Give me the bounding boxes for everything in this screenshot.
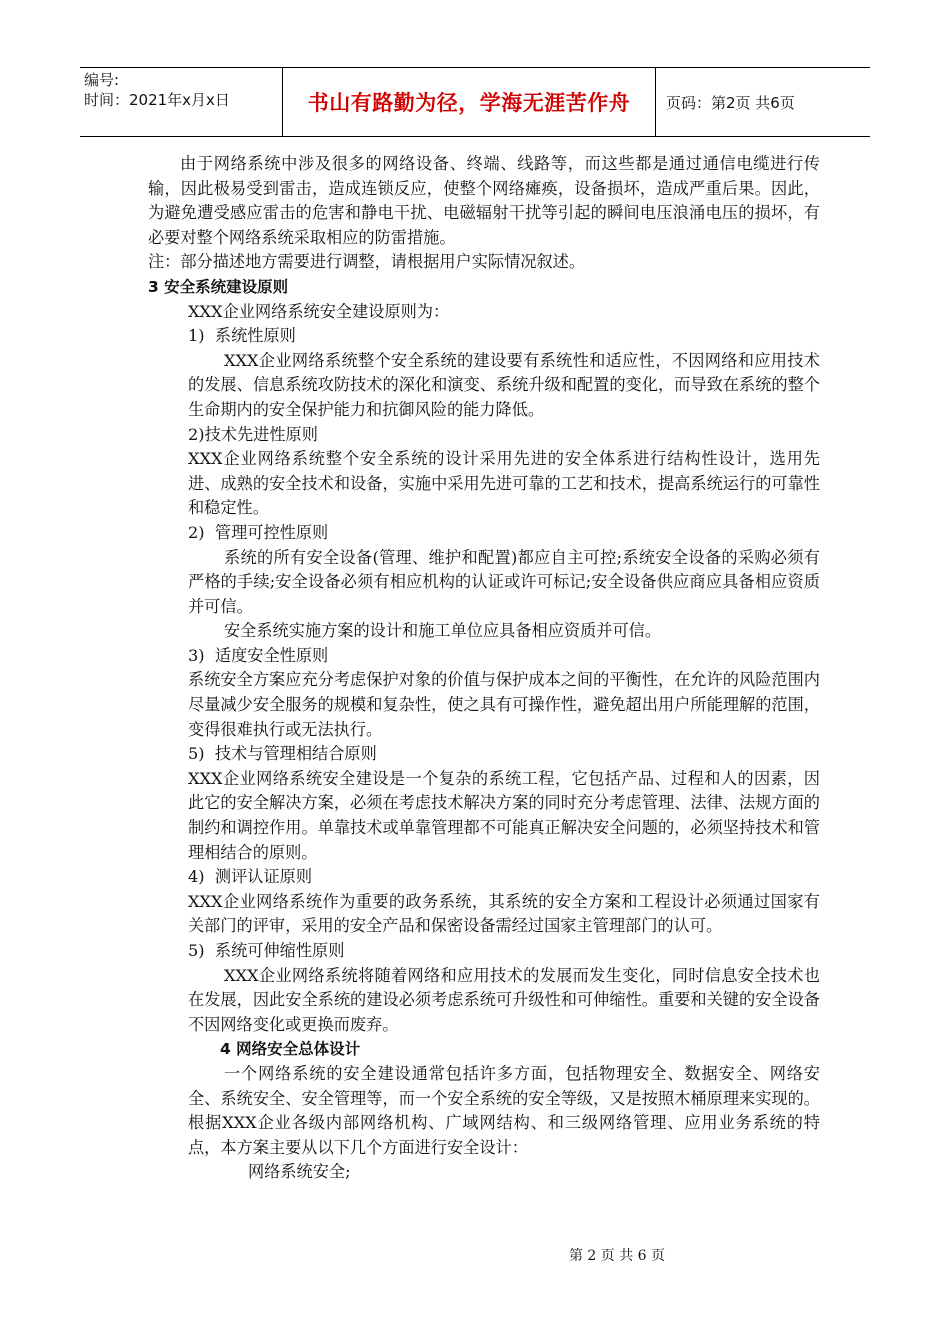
principle-6-title: 4) 测评认证原则 bbox=[188, 867, 313, 887]
page-footer: 第 2 页 共 6 页 bbox=[568, 1248, 666, 1264]
section-4-text: 一个网络系统的安全建设通常包括许多方面，包括物理安全、数据安全、网络安全、系统安全、安全管理等，而一个安全系统的安全等级，又是按照木桶原理来实现的。根据XXX企业各级内部网络机构、广域网结构、和三级网络管理、应用业务系统的特点，本方案主要从以下几个方面进行安全设计： bbox=[188, 1063, 820, 1157]
page-header bbox=[80, 67, 870, 137]
principle-4-title: 3) 适度安全性原则 bbox=[188, 645, 329, 665]
section-3-lead: XXX企业网络系统安全建设原则为： bbox=[188, 301, 450, 321]
header-motto: 书山有路勤为径，学海无涯苦作舟 bbox=[283, 68, 656, 136]
principle-1-title: 1) 系统性原则 bbox=[188, 326, 296, 346]
header-meta bbox=[80, 68, 283, 136]
header-page-info: 页码：第2页 共6页 bbox=[666, 93, 795, 112]
principle-3-text-2: 安全系统实施方案的设计和施工单位应具备相应资质并可信。 bbox=[224, 621, 662, 641]
note-paragraph: 注：部分描述地方需要进行调整，请根据用户实际情况叙述。 bbox=[148, 252, 586, 272]
principle-4-text: 系统安全方案应充分考虑保护对象的价值与保护成本之间的平衡性，在允许的风险范围内尽量减少安全服务的规模和复杂性，使之具有可操作性，避免超出用户所能理解的范围，变得很难执行或无法执行。 bbox=[188, 670, 820, 739]
principle-5-title: 5) 技术与管理相结合原则 bbox=[188, 744, 377, 764]
principle-3-text: 系统的所有安全设备(管理、维护和配置)都应自主可控;系统安全设备的采购必须有严格的手续;安全设备必须有相应机构的认证或许可标记;安全设备供应商应具备相应资质并可信。 bbox=[188, 547, 820, 616]
document-body bbox=[148, 152, 820, 1185]
list-item: 网络系统安全; bbox=[248, 1162, 351, 1182]
principle-2-text: XXX企业网络系统整个安全系统的设计采用先进的安全体系进行结构性设计，选用先进、成熟的安全技术和设备，实施中采用先进可靠的工艺和技术，提高系统运行的可靠性和稳定性。 bbox=[188, 449, 820, 518]
intro-paragraph: 由于网络系统中涉及很多的网络设备、终端、线路等，而这些都是通过通信电缆进行传输，因此极易受到雷击，造成连锁反应，使整个网络瘫痪，设备损坏，造成严重后果。因此，为避免遭受感应雷击的危害和静电干扰、电磁辐射干扰等引起的瞬间电压浪涌电压的损坏，有必要对整个网络系统采取相应的防雷措施。 bbox=[148, 154, 820, 247]
principle-7-title: 5) 系统可伸缩性原则 bbox=[188, 941, 345, 960]
principle-3-title: 2) 管理可控性原则 bbox=[188, 522, 329, 542]
principle-6-text: XXX企业网络系统作为重要的政务系统，其系统的安全方案和工程设计必须通过国家有关部门的评审，采用的安全产品和保密设备需经过国家主管理部门的认可。 bbox=[188, 891, 820, 936]
section-3-heading: 3 安全系统建设原则 bbox=[148, 277, 289, 296]
principle-2-title: 2)技术先进性原则 bbox=[188, 424, 318, 444]
principle-7-text: XXX企业网络系统将随着网络和应用技术的发展而发生变化，同时信息安全技术也在发展，因此安全系统的建设必须考虑系统可升级性和可伸缩性。重要和关键的安全设备不因网络变化或更换而废弃。 bbox=[188, 965, 820, 1034]
section-4-heading: 4 网络安全总体设计 bbox=[220, 1040, 361, 1059]
principle-1-text: XXX企业网络系统整个安全系统的建设要有系统性和适应性，不因网络和应用技术的发展、信息系统攻防技术的深化和演变、系统升级和配置的变化，而导致在系统的整个生命期内的安全保护能力和抗御风险的能力降低。 bbox=[188, 350, 820, 419]
principle-5-text: XXX企业网络系统安全建设是一个复杂的系统工程，它包括产品、过程和人的因素，因此它的安全解决方案，必须在考虑技术解决方案的同时充分考虑管理、法律、法规方面的制约和调控作用。单靠技术或单靠管理都不可能真正解决安全问题的，必须坚持技术和管理相结合的原则。 bbox=[188, 768, 820, 862]
header-time-label: 时间：2021年x月x日 bbox=[84, 91, 230, 109]
header-number-label: 编号: bbox=[84, 71, 120, 89]
